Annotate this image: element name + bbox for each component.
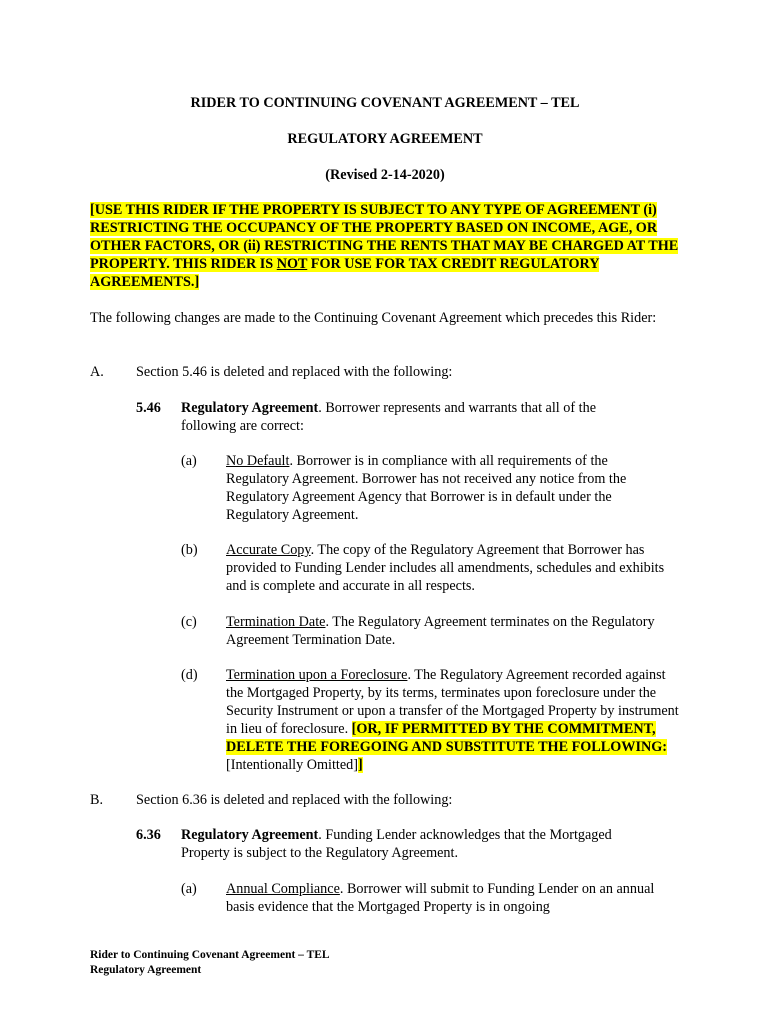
item-b-a-marker: (a) xyxy=(181,881,197,897)
item-b-a-title: Annual Compliance xyxy=(226,881,340,897)
section-6-36-lead: . Funding Lender acknowledges that the Mortgaged Property is subject to the Regulatory Agreement. xyxy=(181,827,612,861)
item-d-alt-close: ] xyxy=(358,757,363,773)
footer-line-1: Rider to Continuing Covenant Agreement – TEL xyxy=(90,949,330,961)
item-c-title: Termination Date xyxy=(226,614,326,630)
item-a-title: No Default xyxy=(226,453,290,469)
footer-line-2: Regulatory Agreement xyxy=(90,964,202,976)
item-b-text: . The copy of the Regulatory Agreement that Borrower has provided to Funding Lender includes all amendments, schedules and exhibits and is complete and accurate in all respects. xyxy=(226,542,665,594)
section-6-36-number: 6.36 xyxy=(136,827,161,843)
item-d-text: . The Regulatory Agreement recorded against the Mortgaged Property, by its terms, terminates upon foreclosure under the Security Instrument or upon a transfer of the Mortgaged Property by instrument in lieu of foreclosure. xyxy=(226,667,679,737)
item-annual-compliance xyxy=(226,880,656,916)
section-a-marker: A. xyxy=(90,364,104,380)
item-b-a-text: . Borrower will submit to Funding Lender on an annual basis evidence that the Mortgaged Property is in ongoing xyxy=(226,881,655,915)
instruction-notice xyxy=(90,201,690,291)
section-6-36-heading: Regulatory Agreement xyxy=(181,827,319,843)
document-subtitle: REGULATORY AGREEMENT xyxy=(287,131,483,147)
item-b-title: Accurate Copy xyxy=(226,542,311,558)
notice-text-1: [USE THIS RIDER IF THE PROPERTY IS SUBJECT TO ANY TYPE OF AGREEMENT (i) RESTRICTING THE OCCUPANCY OF THE PROPERTY BASED ON INCOME, AGE, OR OTHER FACTORS, OR (ii) RESTRICTING THE RENTS THAT MAY BE CHARGED AT THE PROPERTY. THIS RIDER IS xyxy=(90,202,679,272)
document-title: RIDER TO CONTINUING COVENANT AGREEMENT – TEL xyxy=(190,95,580,111)
intro-paragraph: The following changes are made to the Continuing Covenant Agreement which precedes this Rider: xyxy=(90,310,657,326)
section-a-text: Section 5.46 is deleted and replaced with the following: xyxy=(136,364,453,380)
item-termination-foreclosure xyxy=(226,666,681,774)
item-a-marker: (a) xyxy=(181,453,197,469)
revision-date: (Revised 2-14-2020) xyxy=(325,167,445,183)
item-d-alternative: [OR, IF PERMITTED BY THE COMMITMENT, DELETE THE FOREGOING AND SUBSTITUTE THE FOLLOWING: xyxy=(226,721,667,755)
item-d-marker: (d) xyxy=(181,667,198,683)
item-d-alt-text: [Intentionally Omitted] xyxy=(226,757,358,773)
item-no-default xyxy=(226,452,666,524)
item-c-marker: (c) xyxy=(181,614,197,630)
item-termination-date xyxy=(226,613,666,649)
section-b-marker: B. xyxy=(90,792,104,808)
item-accurate-copy xyxy=(226,541,681,595)
notice-text-2: FOR USE FOR TAX CREDIT REGULATORY AGREEMENTS.] xyxy=(90,256,599,290)
notice-not: NOT xyxy=(276,256,308,272)
section-b-text: Section 6.36 is deleted and replaced with the following: xyxy=(136,792,453,808)
section-6-36-paragraph xyxy=(181,826,651,862)
section-5-46-lead: . Borrower represents and warrants that all of the following are correct: xyxy=(181,400,596,434)
item-d-title: Termination upon a Foreclosure xyxy=(226,667,408,683)
section-5-46-paragraph xyxy=(181,399,641,435)
section-5-46-heading: Regulatory Agreement xyxy=(181,400,319,416)
section-5-46-number: 5.46 xyxy=(136,400,161,416)
item-b-marker: (b) xyxy=(181,542,198,558)
item-c-text: . The Regulatory Agreement terminates on the Regulatory Agreement Termination Date. xyxy=(226,614,655,648)
item-a-text: . Borrower is in compliance with all requirements of the Regulatory Agreement. Borrower has not received any notice from the Regulatory Agreement Agency that Borrower is in default under the Regulatory Agreement. xyxy=(226,453,627,523)
